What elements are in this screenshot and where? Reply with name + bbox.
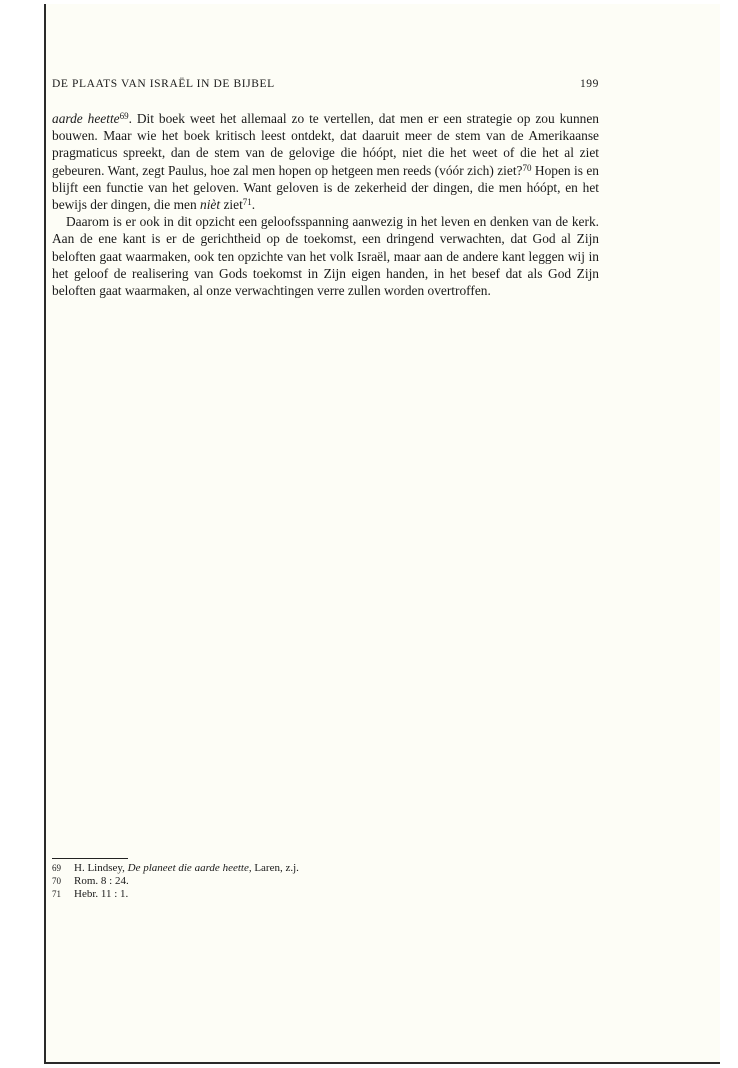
footnote-post: Laren, z.j. xyxy=(251,862,299,874)
footnote xyxy=(52,875,599,888)
footnote-rule xyxy=(52,858,128,859)
paragraph-1-text-a: . Dit boek weet het allemaal zo te vertellen, dat men er een strategie op zou kunnen bouwen. Maar wie het boek kritisch leest ontdekt, dat daaruit meer de stem van de Amerikaanse pragmaticus spreekt, dan de stem van de gelovige die hóópt, niet die het weet of die het al ziet gebeuren. Want, zegt Paulus, hoe zal men hopen op hetgeen men reeds (vóór zich) ziet? xyxy=(52,111,599,178)
paragraph-1 xyxy=(52,110,599,213)
paragraph-2: Daarom is er ook in dit opzicht een geloofsspanning aanwezig in het leven en denken van de kerk. Aan de ene kant is er de gerichtheid op de toekomst, een dringend verwachten, dat God al Zijn beloften gaat waarmaken, ook ten opzichte van het volk Israël, maar aan de andere kant leggen wij in het geloof de realisering van Gods toekomst in Zijn eigen handen, in het besef dat als God Zijn beloften gaat waarmaken, al onze verwachtingen verre zullen worden overtroffen. xyxy=(52,214,599,299)
italic-word: nièt xyxy=(200,197,221,213)
footnote-text: Rom. 8 : 24. xyxy=(74,875,129,887)
footnote-text: Hebr. 11 : 1. xyxy=(74,888,129,900)
footnote-title: De planeet die aarde heette, xyxy=(127,862,252,874)
paragraph-1-text-d: . xyxy=(251,197,256,213)
running-header xyxy=(52,78,599,90)
paragraph-1-text-b: Hopen is en blijft een functie van het geloven. Want geloven is de zekerheid der dingen, die men hóópt, en het bewijs der dingen, die men xyxy=(52,162,599,213)
footnote-text xyxy=(74,862,299,875)
paragraph-1-text-c: ziet xyxy=(220,197,243,213)
footnotes xyxy=(52,862,599,901)
header-title: DE PLAATS VAN ISRAËL IN DE BIJBEL xyxy=(52,78,275,90)
body-text xyxy=(52,110,599,299)
footnote-pre: H. Lindsey, xyxy=(74,862,128,874)
footnote-ref-69: 69 xyxy=(119,111,129,121)
footnote-number: 69 xyxy=(52,863,61,873)
footnote-ref-71: 71 xyxy=(242,197,252,208)
footnote-number: 71 xyxy=(52,889,61,899)
footnote-ref-70: 70 xyxy=(522,162,532,173)
italic-lead: aarde heette xyxy=(52,111,120,126)
footnote xyxy=(52,888,599,901)
page-number: 199 xyxy=(579,78,599,90)
footnote xyxy=(52,862,599,875)
footnote-number: 70 xyxy=(52,876,61,886)
